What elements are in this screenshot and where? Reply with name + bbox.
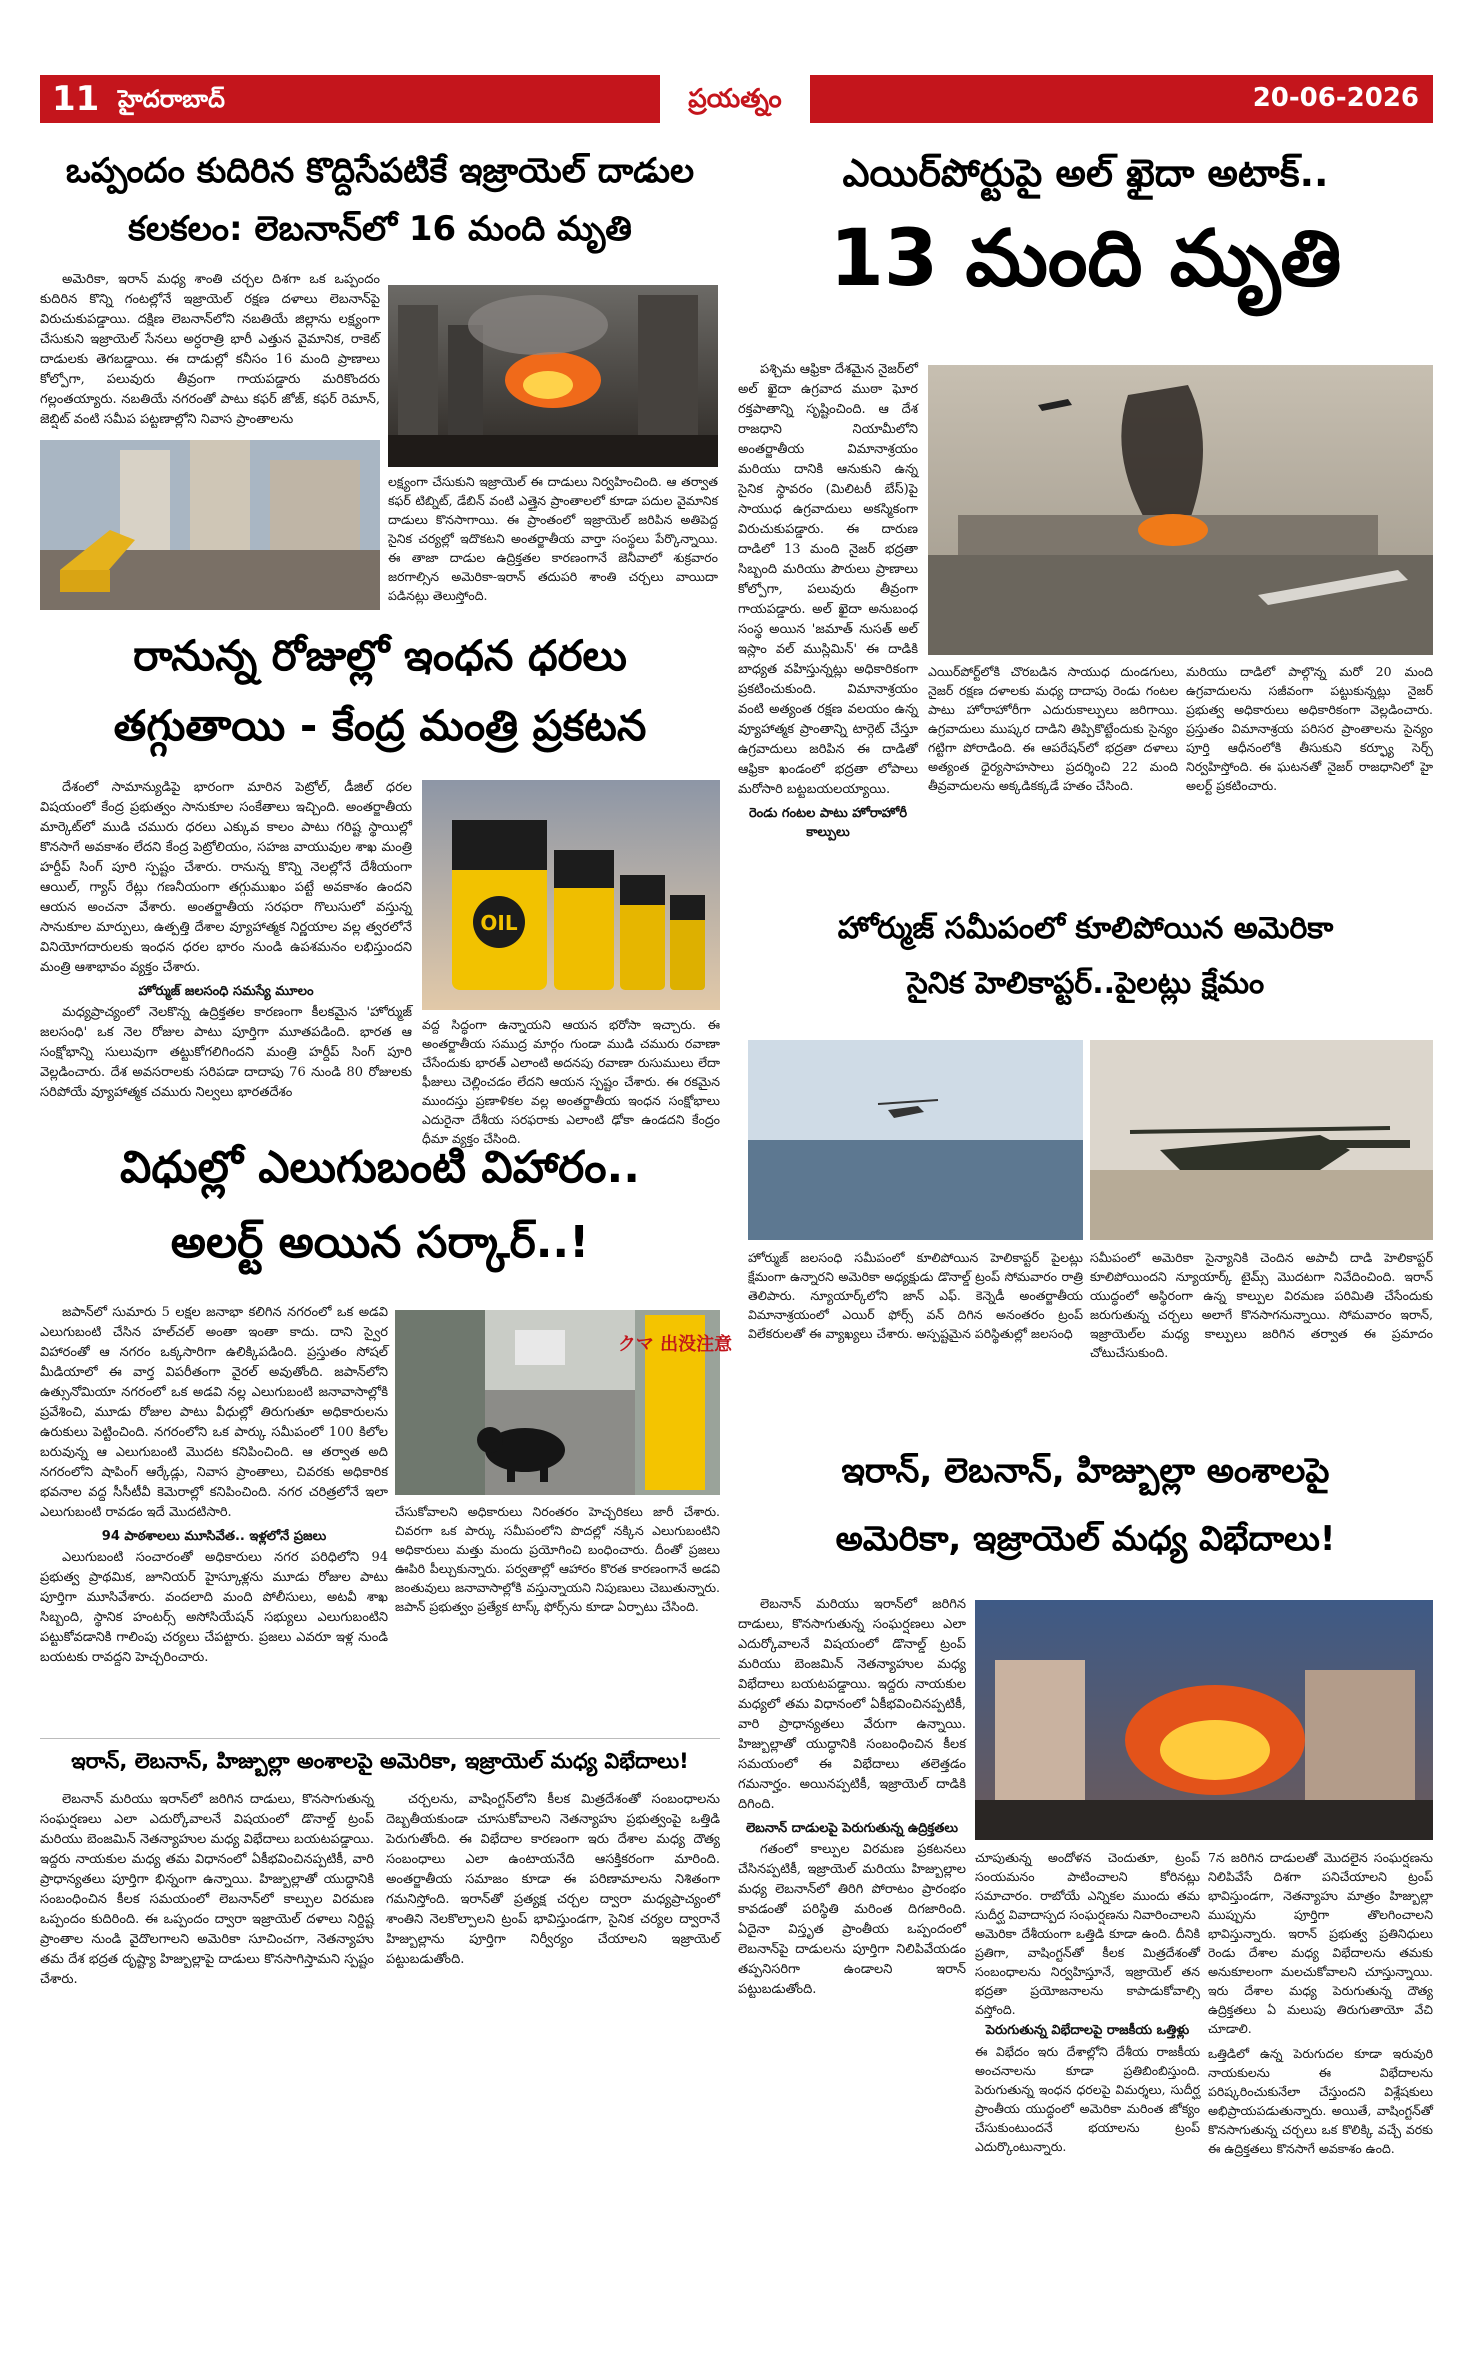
page-number: 11 xyxy=(52,79,100,119)
issue-date: 20-06-2026 xyxy=(1252,83,1419,113)
story2-headline-2: తగ్గుతాయి - కేంద్ర మంత్రి ప్రకటన xyxy=(113,701,647,750)
story5-headline-1: ఎయిర్‌పోర్టుపై అల్ ఖైదా అటాక్.. xyxy=(842,151,1329,195)
story1-headline-2: కలకలం: లెబనాన్‌లో 16 మంది మృతి xyxy=(128,209,632,249)
story6-headline-2: సైనిక హెలికాప్టర్..పైలట్లు క్షేమం xyxy=(906,966,1265,1001)
story7-subhead: లెబనాన్ దాడులపై పెరుగుతున్న ఉద్రిక్తతలు xyxy=(745,1821,959,1836)
story3-caption: చేసుకోవాలని అధికారులు నిరంతరం హెచ్చరికలు జారీ చేశారు. చివరగా ఒక పార్కు సమీపంలోని పొదల్లో నక్కిన ఎలుగుబంటిని అధికారులు మత్తు మందు ప్రయోగించి బంధించారు. దీంతో ప్రజలు ఊపిరి పీల్చుకున్నారు. పర్వతాల్లో ఆహారం కొరత కారణంగానే అడవి జంతువులు జనావాసాల్లోకి వస్తున్నాయని నిపుణులు చెబుతున్నారు. జపాన్ ప్రభుత్వం ప్రత్యేక టాస్క్ ఫోర్స్‌ను కూడా ఏర్పాటు చేసింది. xyxy=(395,1504,720,1614)
story2-body: దేశంలో సామాన్యుడిపై భారంగా మారిన పెట్రోల్, డీజిల్ ధరల విషయంలో కేంద్ర ప్రభుత్వం సానుకూల సంకేతాలు ఇచ్చింది. అంతర్జాతీయ మార్కెట్‌లో ముడి చమురు ధరలు ఎక్కువ కాలం పాటు గరిష్ట స్థాయిల్లో కొనసాగే అవకాశం లేదని కేంద్ర పెట్రోలియం, సహజ వాయువుల శాఖ మంత్రి హర్దీప్ సింగ్ పూరి స్పష్టం చేశారు. రానున్న కొన్ని నెలల్లోనే దేశీయంగా ఆయిల్, గ్యాస్ రేట్లు గణనీయంగా తగ్గుముఖం పట్టే అవకాశం ఉందని ఆయన అంచనా వేశారు. అంతర్జాతీయ సరఫరా గొలుసులో వస్తున్న సానుకూల మార్పులు, ఉత్పత్తి దేశాల వ్యూహాత్మక నిర్ణయాల వల్ల త్వరలోనే వినియోగదారులకు ఇంధన ధరల భారం నుండి ఉపశమనం లభిస్తుందని మంత్రి ఆశాభావం వ్యక్తం చేశారు. హోర్ముజ్ జలసంధి సమస్యే మూలం మధ్యప్రాచ్యంలో నెలకొన్న ఉద్రిక్తతల కారణంగా కీలకమైన 'హోర్ముజ్ జలసంధి' ఒక నెల రోజుల పాటు పూర్తిగా మూతపడింది. భారత ఆ సంక్షోభాన్ని సులువుగా తట్టుకోగలిగిందని మంత్రి హర్దీప్ సింగ్ పూరి వెల్లడించారు. దేశ అవసరాలకు సరిపడా దాదాపు 76 నుండి 80 రోజులకు సరిపోయే వ్యూహాత్మక చమురు నిల్వలు భారతదేశం xyxy=(40,780,412,1100)
story7-col1: లెబనాన్ మరియు ఇరాన్‌లో జరిగిన దాడులు, కొనసాగుతున్న సంఘర్షణలు ఎలా ఎదుర్కోవాలనే విషయంలో డొనాల్డ్ ట్రంప్ మరియు బెంజమిన్ నెతన్యాహుల మధ్య విభేదాలు బయటపడ్డాయి. ఇద్దరు నాయకుల మధ్యలో తమ విధానంలో ఏకీభవించినప్పటికీ, వారి ప్రాధాన్యతలు వేరుగా ఉన్నాయి. హిజ్బుల్లాతో యుద్ధానికి సంబంధించిన కీలక సమయంలో ఈ విభేదాలు తలెత్తడం గమనార్హం. అయినప్పటికీ, ఇజ్రాయెల్ దాడికి దిగింది. లెబనాన్ దాడులపై పెరుగుతున్న ఉద్రిక్తతలు గతంలో కాల్పుల విరమణ ప్రకటనలు చేసినప్పటికీ, ఇజ్రాయెల్ మరియు హిజ్బుల్లాల మధ్య లెబనాన్‌లో తిరిగి పోరాటం ప్రారంభం కావడంతో పరిస్థితి మరింత దిగజారింది. ఏదైనా విస్తృత ప్రాంతీయ ఒప్పందంలో లెబనాన్‌పై దాడులను పూర్తిగా నిలిపివేయడం తప్పనిసరిగా ఉండాలని ఇరాన్ పట్టుబడుతోంది. xyxy=(738,1597,966,1997)
oil-label: OIL xyxy=(480,911,518,935)
rubble-excavator-photo xyxy=(40,440,380,610)
story4-col1: లెబనాన్ మరియు ఇరాన్‌లో జరిగిన దాడులు, కొనసాగుతున్న సంఘర్షణలు ఎలా ఎదుర్కోవాలనే విషయంలో డొనాల్డ్ ట్రంప్ మరియు బెంజమిన్ నెతన్యాహుల మధ్య విభేదాలు బయటపడ్డాయి. ఇద్దరు నాయకుల మధ్య తమ విధానంలో ఏకీభవించినప్పటికీ, వారి ప్రాధాన్యతలు పూర్తిగా భిన్నంగా ఉన్నాయి. హిజ్బుల్లాతో యుద్ధానికి సంబంధించిన కీలక సమయంలో లెబనాన్‌లో కాల్పుల విరమణ ఒప్పందం కుదిరింది. ఈ ఒప్పందం ద్వారా ఇజ్రాయెల్ దళాలు నిర్దిష్ట ప్రాంతాల నుండి వైదొలగాలని అమెరికా సూచించగా, నెతన్యాహు తమ దేశ భద్రత దృష్ట్యా హిజ్బుల్లాపై దాడులు కొనసాగిస్తామని స్పష్టం చేశారు. xyxy=(40,1792,374,1987)
story7-subhead-2: పెరుగుతున్న విభేదాలపై రాజకీయ ఒత్తిళ్లు xyxy=(985,2023,1190,2038)
story3-subhead: 94 పాఠశాలలు మూసివేత.. ఇళ్లలోనే ప్రజలు xyxy=(101,1529,327,1544)
story1-body: అమెరికా, ఇరాన్ మధ్య శాంతి చర్చల దిశగా ఒక ఒప్పందం కుదిరిన కొన్ని గంటల్లోనే ఇజ్రాయెల్ రక్షణ దళాలు లెబనాన్‌పై విరుచుకుపడ్డాయి. దక్షిణ లెబనాన్‌లోని నబతియే జిల్లాను లక్ష్యంగా చేసుకుని ఇజ్రాయెల్ సేనలు అర్ధరాత్రి భారీ ఎత్తున వైమానిక, రాకెట్ దాడులకు తెగబడ్డాయి. ఈ దాడుల్లో కనీసం 16 మంది ప్రాణాలు కోల్పోగా, పలువురు తీవ్రంగా గాయపడ్డారు మరికొందరు గల్లంతయ్యారు. నబతియే నగరంతో పాటు కఫర్ జోజ్, కఫర్ రెమాన్, జెబ్షిట్ వంటి సమీప పట్టణాల్లోని నివాస ప్రాంతాలను xyxy=(40,272,380,427)
lebanon-strike-photo xyxy=(388,285,718,467)
story2-caption: వద్ద సిద్ధంగా ఉన్నాయని ఆయన భరోసా ఇచ్చారు. ఈ అంతర్జాతీయ సముద్ర మార్గం గుండా ముడి చమురు రవాణా చేసేందుకు భారత్ ఎలాంటి అదనపు రవాణా రుసుములు లేదా ఫీజులు చెల్లించడం లేదని ఆయన స్పష్టం చేశారు. ఈ రకమైన ముందస్తు ప్రణాళికల వల్ల అంతర్జాతీయ ఇంధన సంక్షోభాలు ఎదురైనా దేశీయ సరఫరాకు ఎలాంటి ఢోకా ఉండదని కేంద్రం ధీమా వ్యక్తం చేసింది. xyxy=(422,1017,720,1146)
oil-barrels-photo xyxy=(422,780,720,1010)
story4-headline: ఇరాన్, లెబనాన్, హిజ్బుల్లా అంశాలపై అమెరికా, ఇజ్రాయెల్ మధ్య విభేదాలు! xyxy=(71,1749,689,1773)
story5-col3: మరియు దాడిలో పాల్గొన్న మరో 20 మంది ఉగ్రవాదులను సజీవంగా పట్టుకున్నట్లు నైజర్ ప్రభుత్వ అధికారులు అధికారికంగా వెల్లడించారు. ప్రస్తుతం విమానాశ్రయ పరిసర ప్రాంతాలను సైన్యం పూర్తి ఆధీనంలోకి తీసుకుని కర్ఫ్యూ సెర్చ్ నిర్వహిస్తోంది. ఈ ఘటనతో నైజర్ రాజధానిలో హై అలర్ట్ ప్రకటించారు. xyxy=(1186,664,1433,793)
story7-headline-1: ఇరాన్, లెబనాన్, హిజ్బుల్లా అంశాలపై xyxy=(841,1451,1330,1491)
newspaper-logo: ప్రయత్నం xyxy=(660,75,810,123)
story3-headline-2: అలర్ట్ అయిన సర్కార్..! xyxy=(170,1217,590,1268)
story1-headline-1: ఒప్పందం కుదిరిన కొద్దిసేపటికే ఇజ్రాయెల్ దాడుల xyxy=(65,151,695,191)
story2-headline-1: రానున్న రోజుల్లో ఇంధన ధరలు xyxy=(133,631,627,680)
story1-caption: లక్ష్యంగా చేసుకుని ఇజ్రాయెల్ ఈ దాడులు నిర్వహించింది. ఆ తర్వాత కఫర్ టిబ్నిట్, డేబిన్ వంటి ఎత్తైన ప్రాంతాలలో కూడా పదుల వైమానిక దాడులు కొనసాగాయి. ఈ ప్రాంతంలో ఇజ్రాయెల్ జరిపిన అతిపెద్ద సైనిక చర్యల్లో ఇదొకటని అంతర్జాతీయ వార్తా సంస్థలు పేర్కొన్నాయి. ఈ తాజా దాడుల ఉద్రిక్తతల కారణంగానే జెనీవాలో శుక్రవారం జరగాల్సిన అమెరికా-ఇరాన్ తదుపరి శాంతి చర్చలు వాయిదా పడినట్లు తెలుస్తోంది. xyxy=(388,474,718,603)
story3-headline-1: విధుల్లో ఎలుగుబంటి విహారం.. xyxy=(120,1142,640,1193)
story4-col2: చర్చలను, వాషింగ్టన్‌లోని కీలక మిత్రదేశంతో సంబంధాలను దెబ్బతీయకుండా చూసుకోవాలని నెతన్యాహు ప్రభుత్వంపై ఒత్తిడి పెరుగుతోంది. ఈ విభేదాల కారణంగా ఇరు దేశాల మధ్య దౌత్య సంబంధాలు ఎలా ఉంటాయనేది ఆసక్తికరంగా మారింది. అంతర్జాతీయ సమాజం కూడా ఈ పరిణామాలను నిశితంగా గమనిస్తోంది. ఇరాన్‌తో ప్రత్యక్ష చర్చల ద్వారా మధ్యప్రాచ్యంలో శాంతిని నెలకొల్పాలని ట్రంప్ భావిస్తుండగా, సైనిక చర్యల ద్వారానే హిజ్బుల్లాను పూర్తిగా నిర్వీర్యం చేయాలని ఇజ్రాయెల్ పట్టుబడుతోంది. xyxy=(386,1792,720,1967)
divider xyxy=(40,1738,720,1739)
story2-subhead: హోర్ముజ్ జలసంధి సమస్యే మూలం xyxy=(138,984,314,999)
masthead xyxy=(40,75,1433,123)
story6-col1: హోర్ముజ్ జలసంధి సమీపంలో కూలిపోయిన హెలికాప్టర్ పైలట్లు క్షేమంగా ఉన్నారని అమెరికా అధ్యక్షుడు డొనాల్డ్ ట్రంప్ సోమవారం రాత్రి తెలిపారు. న్యూయార్క్‌లోని జాన్ ఎఫ్. కెన్నెడీ అంతర్జాతీయ విమానాశ్రయంలో ఎయిర్ ఫోర్స్ వన్ దిగిన అనంతరం ట్రంప్ విలేకరులతో ఈ వ్యాఖ్యలు చేశారు. అస్పష్టమైన పరిస్థితుల్లో జలసంధి xyxy=(748,1250,1083,1341)
story5-body: పశ్చిమ ఆఫ్రికా దేశమైన నైజర్‌లో అల్ ఖైదా ఉగ్రవాద ముఠా ఘోర రక్తపాతాన్ని సృష్టించింది. ఆ దేశ రాజధాని నియామీలోని అంతర్జాతీయ విమానాశ్రయం మరియు దానికి ఆనుకుని ఉన్న సైనిక స్థావరం (మిలిటరీ బేస్)పై సాయుధ ఉగ్రవాదులు అకస్మికంగా విరుచుకుపడ్డారు. ఈ దారుణ దాడిలో 13 మంది నైజర్ భద్రతా సిబ్బంది మరియు పౌరులు ప్రాణాలు కోల్పోగా, పలువురు తీవ్రంగా గాయపడ్డారు. అల్ ఖైదా అనుబంధ సంస్థ అయిన 'జమాత్ నుసత్ అల్ ఇస్లాం వల్ ముస్లిమిన్' ఈ దాడికి బాధ్యత వహిస్తున్నట్లు అధికారికంగా ప్రకటించుకుంది. విమానాశ్రయం వంటి అత్యంత రక్షణ వలయం ఉన్న వ్యూహాత్మక ప్రాంతాన్ని టార్గెట్ చేస్తూ ఉగ్రవాదులు జరిపిన ఈ దాడితో ఆఫ్రికా ఖండంలో భద్రతా లోపాలు మరోసారి బట్టబయలయ్యాయి. రెండు గంటల పాటు హోరాహోరీ కాల్పులు xyxy=(738,362,918,840)
story7-headline-2: అమెరికా, ఇజ్రాయెల్ మధ్య విభేదాలు! xyxy=(835,1519,1336,1559)
story7-col2: చూపుతున్న అందోళన చెందుతూ, ట్రంప్ సంయమనం పాటించాలని కోరినట్లు సమాచారం. రాబోయే ఎన్నికల ముందు తమ సుదీర్ఘ వివాదాస్పద సంఘర్షణను నివారించాలని అమెరికా దేశీయంగా ఒత్తిడి కూడా ఉంది. దీనికి ప్రతిగా, వాషింగ్టన్‌తో కీలక మిత్రదేశంతో సంబంధాలను నిర్వహిస్తూనే, ఇజ్రాయెల్ తన భద్రతా ప్రయోజనాలను కాపాడుకోవాల్సి వస్తోంది. పెరుగుతున్న విభేదాలపై రాజకీయ ఒత్తిళ్లు ఈ విభేదం ఇరు దేశాల్లోని దేశీయ రాజకీయ అంచనాలను కూడా ప్రతిబింబిస్తుంది. పెరుగుతున్న ఇంధన ధరలపై విమర్శలు, సుదీర్ఘ ప్రాంతీయ యుద్ధంలో అమెరికా మరింత జోక్యం చేసుకుంటుందనే భయాలను ట్రంప్ ఎదుర్కొంటున్నారు. xyxy=(975,1850,1200,2154)
helicopter-sea-photo xyxy=(748,1040,1083,1240)
story7-col3: 7న జరిగిన దాడులతో మొదలైన సంఘర్షణను నిలిపివేసే దిశగా పనిచేయాలని ట్రంప్ భావిస్తుండగా, నెతన్యాహు మాత్రం హిజ్బుల్లా ముప్పును పూర్తిగా తొలగించాలని భావిస్తున్నారు. ఇరాన్ ప్రభుత్వ ప్రతినిధులు రెండు దేశాల మధ్య విభేదాలను తమకు అనుకూలంగా మలచుకోవాలని చూస్తున్నాయి. ఇరు దేశాల మధ్య పెరుగుతున్న దౌత్య ఉద్రిక్తతలు ఏ మలుపు తిరుగుతాయో వేచి చూడాలి. ఒత్తిడిలో ఉన్న పెరుగుదల కూడా ఇరువురి నాయకులను ఈ విభేదాలను పరిష్కరించుకునేలా చేస్తుందని విశ్లేషకులు అభిప్రాయపడుతున్నారు. అయితే, వాషింగ్టన్‌తో కొనసాగుతున్న చర్చలు ఒక కొలిక్కి వచ్చే వరకు ఈ ఉద్రిక్తతలు కొనసాగే అవకాశం ఉంది. xyxy=(1208,1850,1433,2156)
story5-subhead: రెండు గంటల పాటు హోరాహోరీ కాల్పులు xyxy=(748,806,908,840)
story5-headline-2: 13 మంది మృతి xyxy=(829,214,1342,304)
story6-col2: సమీపంలో అమెరికా సైన్యానికి చెందిన అపాచీ దాడి హెలికాప్టర్ కూలిపోయిందని న్యూయార్క్ టైమ్స్ మొదటగా నివేదించింది. ఇరాన్ యుద్ధంలో అస్థిరంగా ఉన్న కాల్పుల విరమణ పరిమితి చేసేందుకు జరుగుతున్న చర్చలు అలాగే కొనసాగనున్నాయి. సోమవారం ఇరాన్, ఇజ్రాయెల్‌ల మధ్య కాల్పులు జరిగిన తర్వాత ఈ ప్రమాదం చోటుచేసుకుంది. xyxy=(1090,1250,1433,1360)
fire-street-photo xyxy=(975,1600,1433,1840)
story3-body: జపాన్‌లో సుమారు 5 లక్షల జనాభా కలిగిన నగరంలో ఒక అడవి ఎలుగుబంటి చేసిన హల్‌చల్ అంతా ఇంతా కాదు. దాని స్వైర విహారంతో ఆ నగరం ఒక్కసారిగా ఉలిక్కిపడింది. ప్రస్తుతం సోషల్ మీడియాలో ఈ వార్త విపరీతంగా వైరల్ అవుతోంది. జపాన్‌లోని ఉత్సునోమియా నగరంలో ఒక అడవి నల్ల ఎలుగుబంటి జనావాసాల్లోకి ప్రవేశించి, మూడు రోజుల పాటు వీధుల్లో తిరుగుతూ అధికారులను ఉరుకులు పెట్టించింది. నగరంలోని ఒక పార్కు సమీపంలో 100 కిలోల బరువున్న ఆ ఎలుగుబంటి మొదట కనిపించింది. ఆ తర్వాత అది నగరంలోని షాపింగ్ ఆర్కేడ్లు, నివాస ప్రాంతాలు, చివరకు అధికారిక భవనాల వద్ద సీసీటీవీ కెమెరాల్లో కనిపించింది. నగర చరిత్రలోనే ఇలా ఎలుగుబంటి రావడం ఇదే మొదటిసారి. 94 పాఠశాలలు మూసివేత.. ఇళ్లలోనే ప్రజలు ఎలుగుబంటి సంచారంతో అధికారులు నగర పరిధిలోని 94 ప్రభుత్వ ప్రాథమిక, జూనియర్ హైస్కూళ్లను మూడు రోజుల పాటు పూర్తిగా మూసివేశారు. వందలాది మంది పోలీసులు, అటవీ శాఖ సిబ్బంది, స్థానిక హంటర్స్ అసోసియేషన్ సభ్యులు ఎలుగుబంటిని పట్టుకోవడానికి గాలింపు చర్యలు చేపట్టారు. ప్రజలు ఎవరూ ఇళ్ల నుండి బయటకు రావద్దని హెచ్చరించారు. xyxy=(40,1305,388,1665)
edition-city: హైదరాబాద్ xyxy=(118,85,225,113)
story6-headline-1: హోర్ముజ్ సమీపంలో కూలిపోయిన అమెరికా xyxy=(837,911,1334,946)
airport-attack-photo xyxy=(928,365,1433,655)
bear-street-photo xyxy=(395,1310,733,1495)
apache-helicopter-photo xyxy=(1090,1040,1433,1240)
warning-sign-text: クマ 出没注意 xyxy=(617,1334,733,1355)
story5-col2: ఎయిర్‌పోర్ట్‌లోకి చొరబడిన సాయుధ దుండగులు, నైజర్ రక్షణ దళాలకు మధ్య దాదాపు రెండు గంటల పాటు హోరాహోరీగా ఎదురుకాల్పులు జరిగాయి. ఉగ్రవాదులు ముష్కర దాడిని తిప్పికొట్టేందుకు సైన్యం గట్టిగా పోరాడింది. ఈ ఆపరేషన్‌లో భద్రతా దళాలు అత్యంత ధైర్యసాహసాలు ప్రదర్శించి 22 మంది తీవ్రవాదులను అక్కడికక్కడే హతం చేసింది. xyxy=(928,664,1178,793)
